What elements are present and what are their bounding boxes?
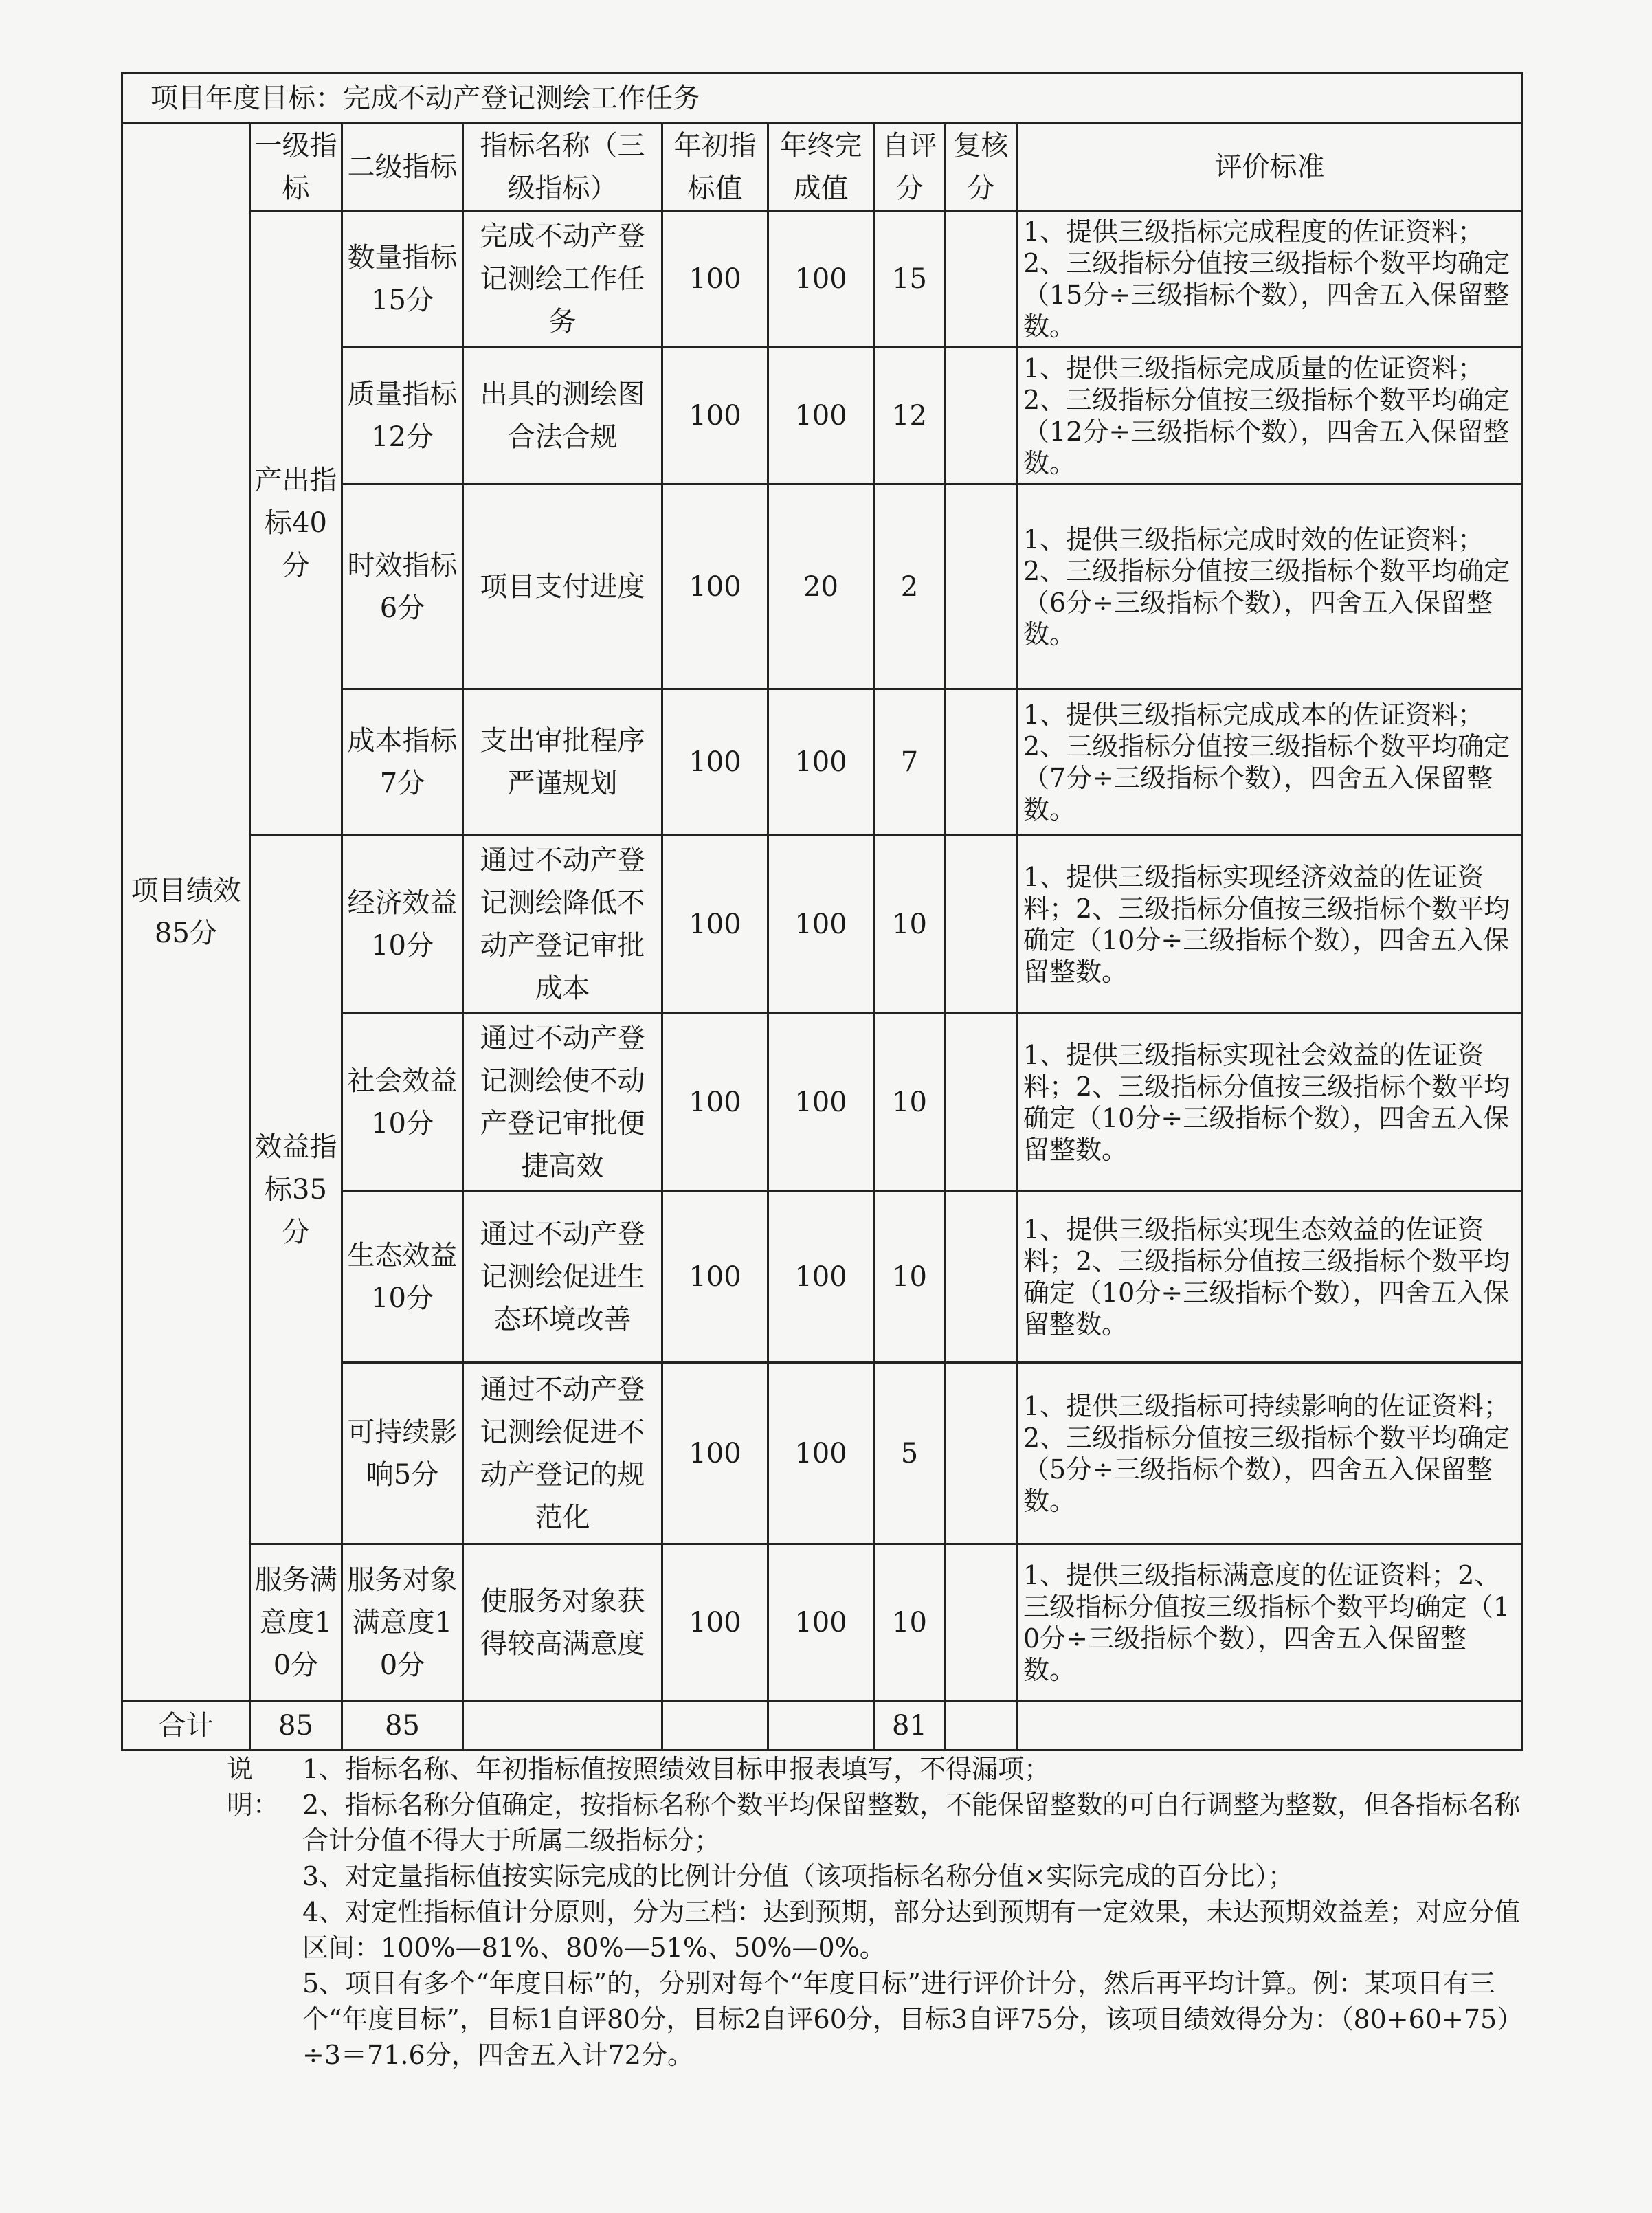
row-criteria: 1、提供三级指标完成质量的佐证资料；2、三级指标分值按三级指标个数平均确定（12分÷三级指标个数），四舍五入保留整数。 bbox=[1017, 348, 1523, 485]
row-init: 100 bbox=[662, 348, 768, 485]
total-empty bbox=[463, 1701, 662, 1750]
row-self: 10 bbox=[874, 835, 946, 1014]
row-final: 100 bbox=[768, 1191, 874, 1363]
row-criteria: 1、提供三级指标实现生态效益的佐证资料；2、三级指标分值按三级指标个数平均确定（10分÷三级指标个数），四舍五入保留整数。 bbox=[1017, 1191, 1523, 1363]
row-name: 使服务对象获得较高满意度 bbox=[463, 1544, 662, 1701]
row-init: 100 bbox=[662, 1544, 768, 1701]
table-row bbox=[122, 211, 1523, 348]
header-initial-value: 年初指标值 bbox=[662, 124, 768, 211]
row-final: 100 bbox=[768, 835, 874, 1014]
row-name: 通过不动产登记测绘促进生态环境改善 bbox=[463, 1191, 662, 1363]
row-l2: 生态效益10分 bbox=[342, 1191, 463, 1363]
row-criteria: 1、提供三级指标可持续影响的佐证资料；2、三级指标分值按三级指标个数平均确定（5分÷三级指标个数），四舍五入保留整数。 bbox=[1017, 1363, 1523, 1544]
table-row bbox=[122, 1544, 1523, 1701]
total-empty bbox=[768, 1701, 874, 1750]
row-final: 100 bbox=[768, 1363, 874, 1544]
performance-table bbox=[121, 72, 1523, 1751]
row-l2: 时效指标6分 bbox=[342, 485, 463, 689]
row-criteria: 1、提供三级指标完成成本的佐证资料；2、三级指标分值按三级指标个数平均确定（7分÷三级指标个数），四舍五入保留整数。 bbox=[1017, 689, 1523, 835]
row-name: 支出审批程序严谨规划 bbox=[463, 689, 662, 835]
row-name: 通过不动产登记测绘降低不动产登记审批成本 bbox=[463, 835, 662, 1014]
total-label: 合计 bbox=[122, 1701, 250, 1750]
row-review bbox=[946, 211, 1017, 348]
total-row bbox=[122, 1701, 1523, 1750]
row-name: 通过不动产登记测绘使不动产登记审批便捷高效 bbox=[463, 1014, 662, 1191]
row-criteria: 1、提供三级指标实现经济效益的佐证资料；2、三级指标分值按三级指标个数平均确定（10分÷三级指标个数），四舍五入保留整数。 bbox=[1017, 835, 1523, 1014]
row-l2: 经济效益10分 bbox=[342, 835, 463, 1014]
header-level1: 一级指标 bbox=[250, 124, 342, 211]
row-review bbox=[946, 1191, 1017, 1363]
total-self: 81 bbox=[874, 1701, 946, 1750]
row-l2: 数量指标15分 bbox=[342, 211, 463, 348]
row-final: 100 bbox=[768, 1544, 874, 1701]
row-review bbox=[946, 348, 1017, 485]
row-review bbox=[946, 835, 1017, 1014]
total-l1: 85 bbox=[250, 1701, 342, 1750]
row-criteria: 1、提供三级指标完成程度的佐证资料；2、三级指标分值按三级指标个数平均确定（15分÷三级指标个数），四舍五入保留整数。 bbox=[1017, 211, 1523, 348]
note-item: 2、指标名称分值确定，按指标名称个数平均保留整数，不能保留整数的可自行调整为整数，但各指标名称合计分值不得大于所属二级指标分； bbox=[302, 1790, 1521, 1856]
row-final: 20 bbox=[768, 485, 874, 689]
row-init: 100 bbox=[662, 835, 768, 1014]
row-init: 100 bbox=[662, 1191, 768, 1363]
row-init: 100 bbox=[662, 1014, 768, 1191]
group-benefit: 效益指标35分 bbox=[250, 835, 342, 1544]
row-l2: 成本指标7分 bbox=[342, 689, 463, 835]
row-name: 项目支付进度 bbox=[463, 485, 662, 689]
header-self-score: 自评分 bbox=[874, 124, 946, 211]
group-satisfaction: 服务满意度10分 bbox=[250, 1544, 342, 1701]
row-l2: 社会效益10分 bbox=[342, 1014, 463, 1191]
note-item: 4、对定性指标值计分原则，分为三档：达到预期，部分达到预期有一定效果，未达预期效益差；对应分值区间：100%—81%、80%—51%、50%—0%。 bbox=[302, 1897, 1521, 1963]
note-item: 3、对定量指标值按实际完成的比例计分值（该项指标名称分值×实际完成的百分比）； bbox=[302, 1861, 1295, 1891]
row-criteria: 1、提供三级指标实现社会效益的佐证资料；2、三级指标分值按三级指标个数平均确定（10分÷三级指标个数），四舍五入保留整数。 bbox=[1017, 1014, 1523, 1191]
row-init: 100 bbox=[662, 211, 768, 348]
total-l2: 85 bbox=[342, 1701, 463, 1750]
row-l2: 可持续影响5分 bbox=[342, 1363, 463, 1544]
row-criteria: 1、提供三级指标完成时效的佐证资料；2、三级指标分值按三级指标个数平均确定（6分÷三级指标个数），四舍五入保留整数。 bbox=[1017, 485, 1523, 689]
row-name: 通过不动产登记测绘促进不动产登记的规范化 bbox=[463, 1363, 662, 1544]
project-performance-label: 项目绩效85分 bbox=[122, 124, 250, 1701]
row-review bbox=[946, 1014, 1017, 1191]
table-header-row bbox=[122, 124, 1523, 211]
row-init: 100 bbox=[662, 1363, 768, 1544]
row-self: 10 bbox=[874, 1191, 946, 1363]
header-review-score: 复核分 bbox=[946, 124, 1017, 211]
row-review bbox=[946, 1544, 1017, 1701]
row-l2: 质量指标12分 bbox=[342, 348, 463, 485]
row-final: 100 bbox=[768, 348, 874, 485]
total-empty bbox=[1017, 1701, 1523, 1750]
table-row bbox=[122, 835, 1523, 1014]
row-review bbox=[946, 1363, 1017, 1544]
row-review bbox=[946, 485, 1017, 689]
total-empty bbox=[662, 1701, 768, 1750]
row-name: 完成不动产登记测绘工作任务 bbox=[463, 211, 662, 348]
header-level2: 二级指标 bbox=[342, 124, 463, 211]
row-review bbox=[946, 689, 1017, 835]
row-init: 100 bbox=[662, 689, 768, 835]
row-self: 5 bbox=[874, 1363, 946, 1544]
row-init: 100 bbox=[662, 485, 768, 689]
row-final: 100 bbox=[768, 689, 874, 835]
row-self: 15 bbox=[874, 211, 946, 348]
row-self: 10 bbox=[874, 1544, 946, 1701]
row-l2: 服务对象满意度10分 bbox=[342, 1544, 463, 1701]
header-criteria: 评价标准 bbox=[1017, 124, 1523, 211]
note-item: 1、指标名称、年初指标值按照绩效目标申报表填写，不得漏项； bbox=[302, 1754, 1051, 1784]
row-name: 出具的测绘图合法合规 bbox=[463, 348, 662, 485]
group-output: 产出指标40分 bbox=[250, 211, 342, 835]
header-final-value: 年终完成值 bbox=[768, 124, 874, 211]
row-final: 100 bbox=[768, 211, 874, 348]
annual-goal: 项目年度目标：完成不动产登记测绘工作任务 bbox=[122, 74, 1523, 124]
row-self: 12 bbox=[874, 348, 946, 485]
row-self: 7 bbox=[874, 689, 946, 835]
row-final: 100 bbox=[768, 1014, 874, 1191]
notes-label: 说明： bbox=[227, 1754, 280, 1820]
row-self: 10 bbox=[874, 1014, 946, 1191]
row-criteria: 1、提供三级指标满意度的佐证资料；2、三级指标分值按三级指标个数平均确定（10分÷三级指标个数），四舍五入保留整数。 bbox=[1017, 1544, 1523, 1701]
note-item: 5、项目有多个“年度目标”的，分别对每个“年度目标”进行评价计分，然后再平均计算。例：某项目有三个“年度目标”，目标1自评80分，目标2自评60分，目标3自评75分，该项目绩效得分为：（80+60+75）÷3＝71.6分，四舍五入计72分。 bbox=[302, 1968, 1523, 2070]
row-self: 2 bbox=[874, 485, 946, 689]
notes-section bbox=[227, 1751, 1532, 2073]
header-indicator-name: 指标名称（三级指标） bbox=[463, 124, 662, 211]
total-empty bbox=[946, 1701, 1017, 1750]
